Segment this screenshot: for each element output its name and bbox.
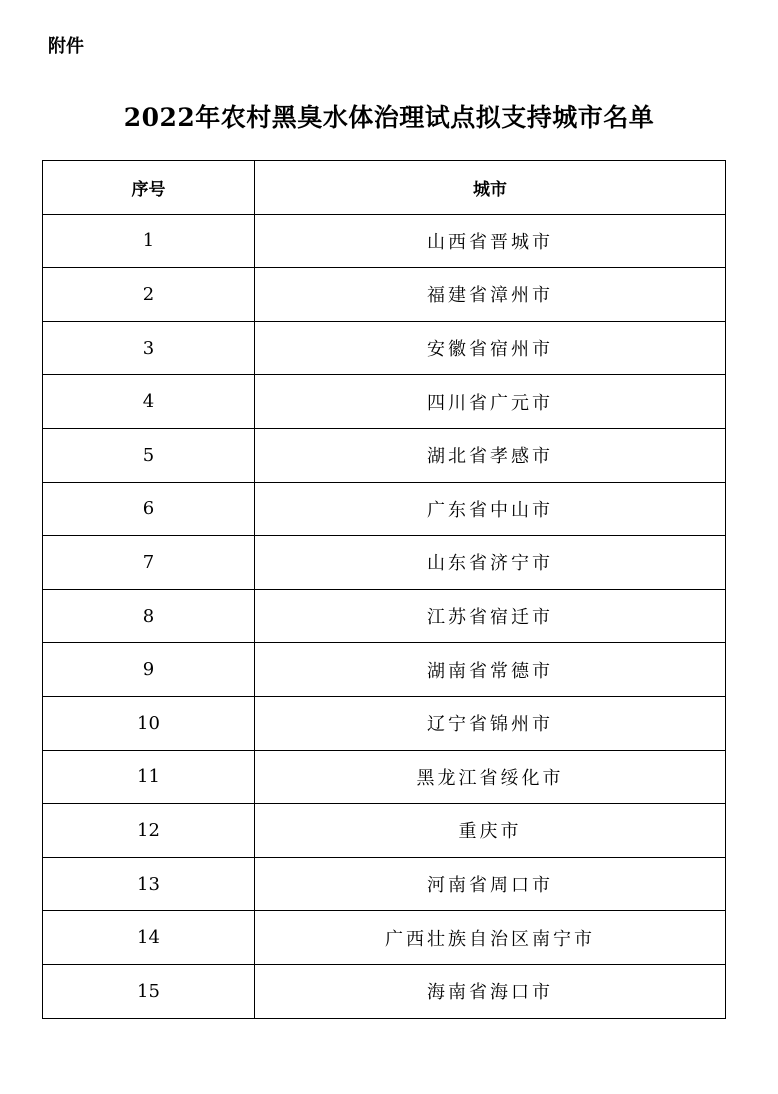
table-row xyxy=(43,482,726,536)
row-city: 安徽省宿州市 xyxy=(255,321,726,375)
row-number: 6 xyxy=(43,482,255,536)
document-title: 2022年农村黑臭水体治理试点拟支持城市名单 xyxy=(123,103,655,132)
row-number: 9 xyxy=(43,643,255,697)
row-number: 11 xyxy=(43,750,255,804)
row-city: 河南省周口市 xyxy=(255,857,726,911)
row-city: 湖北省孝感市 xyxy=(255,428,726,482)
row-city: 广东省中山市 xyxy=(255,482,726,536)
row-number: 4 xyxy=(43,375,255,429)
row-city: 广西壮族自治区南宁市 xyxy=(255,911,726,965)
row-city: 重庆市 xyxy=(255,804,726,858)
table-row xyxy=(43,428,726,482)
row-number: 8 xyxy=(43,589,255,643)
table-row xyxy=(43,321,726,375)
row-number: 15 xyxy=(43,964,255,1018)
table-row xyxy=(43,536,726,590)
row-city: 海南省海口市 xyxy=(255,964,726,1018)
row-number: 7 xyxy=(43,536,255,590)
row-city: 湖南省常德市 xyxy=(255,643,726,697)
row-number: 1 xyxy=(43,214,255,268)
row-number: 12 xyxy=(43,804,255,858)
table-row xyxy=(43,696,726,750)
table-row xyxy=(43,268,726,322)
attachment-label: 附件 xyxy=(48,36,84,57)
row-city: 山东省济宁市 xyxy=(255,536,726,590)
table-row xyxy=(43,857,726,911)
row-city: 福建省漳州市 xyxy=(255,268,726,322)
row-city: 辽宁省锦州市 xyxy=(255,696,726,750)
city-list-table xyxy=(42,160,726,1019)
table-row xyxy=(43,375,726,429)
row-number: 10 xyxy=(43,696,255,750)
row-city: 四川省广元市 xyxy=(255,375,726,429)
row-number: 13 xyxy=(43,857,255,911)
table-row xyxy=(43,589,726,643)
row-city: 黑龙江省绥化市 xyxy=(255,750,726,804)
row-city: 江苏省宿迁市 xyxy=(255,589,726,643)
table-row xyxy=(43,911,726,965)
row-number: 14 xyxy=(43,911,255,965)
table-header-row xyxy=(43,161,726,215)
row-number: 2 xyxy=(43,268,255,322)
table-row xyxy=(43,643,726,697)
row-number: 3 xyxy=(43,321,255,375)
row-number: 5 xyxy=(43,428,255,482)
header-serial-number: 序号 xyxy=(43,161,255,215)
table-row xyxy=(43,964,726,1018)
table-row xyxy=(43,214,726,268)
table-row xyxy=(43,750,726,804)
table-row xyxy=(43,804,726,858)
header-city: 城市 xyxy=(255,161,726,215)
row-city: 山西省晋城市 xyxy=(255,214,726,268)
